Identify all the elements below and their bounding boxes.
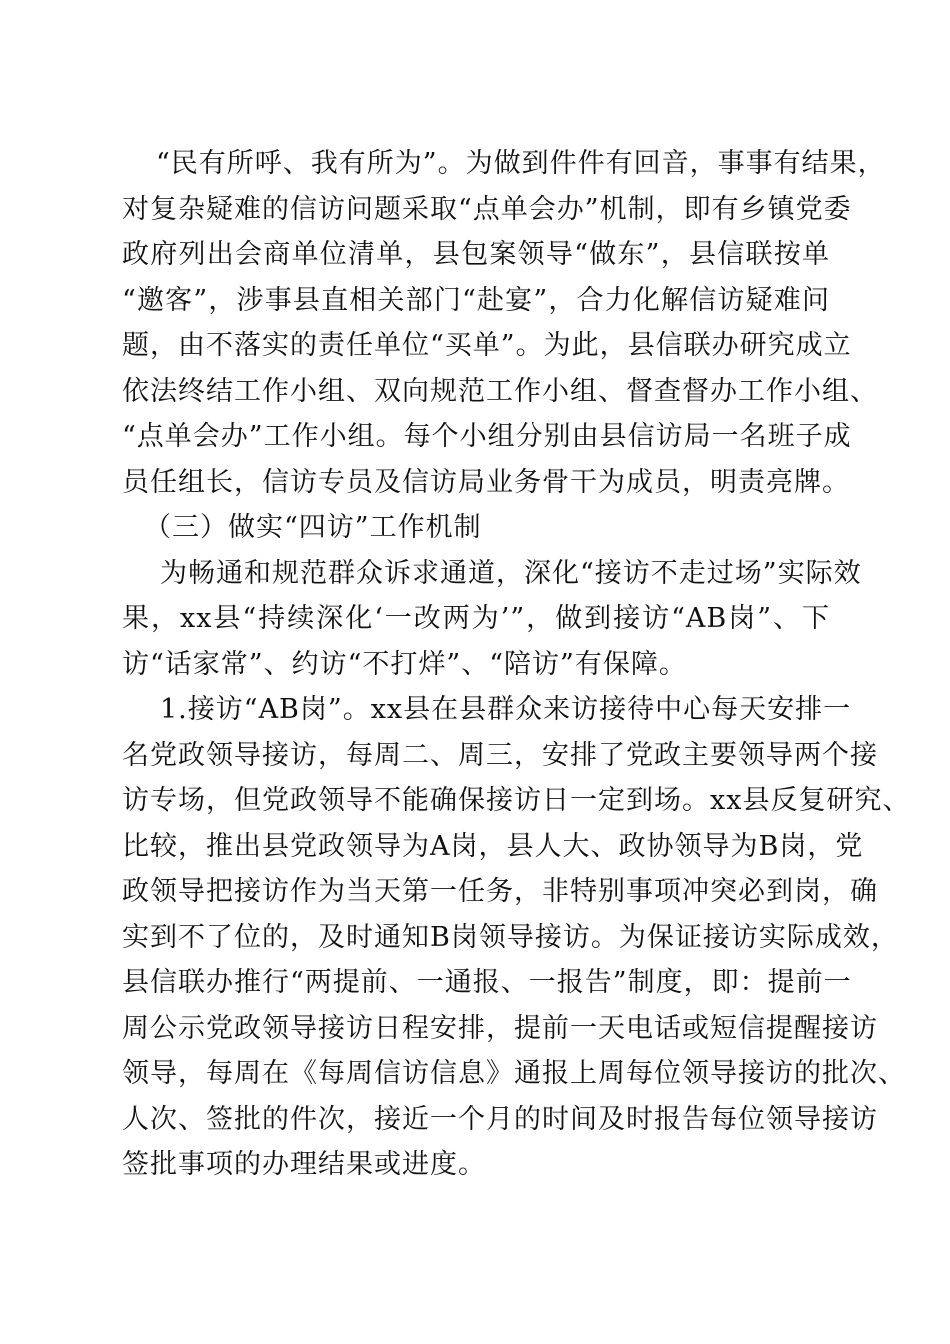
text-line: 领导，每周在《每周信访信息》通报上周每位领导接访的批次、 bbox=[122, 1058, 906, 1089]
text-line: “点单会办”工作小组。每个小组分别由县信访局一名班子成 bbox=[122, 421, 852, 452]
text-line: 访专场，但党政领导不能确保接访日一定到场。xx县反复研究、 bbox=[122, 785, 911, 816]
text-line: 题，由不落实的责任单位“买单”。为此，县信联办研究成立 bbox=[122, 330, 852, 361]
paragraph bbox=[122, 687, 911, 1188]
paragraph bbox=[122, 141, 886, 505]
text-line: 1.接访“AB岗”。xx县在县群众来访接待中心每天安排一 bbox=[160, 694, 852, 725]
text-line: 访“话家常”、约访“不打烊”、“陪访”有保障。 bbox=[122, 648, 687, 680]
text-line: 县信联办推行“两提前、一通报、一报告”制度，即：提前一 bbox=[122, 967, 852, 998]
text-line: 依法终结工作小组、双向规范工作小组、督查督办工作小组、 bbox=[122, 375, 878, 407]
text-line: 政领导把接访作为当天第一任务，非特别事项冲突必到岗，确 bbox=[122, 876, 878, 907]
text-line: “民有所呼、我有所为”。为做到件件有回音，事事有结果， bbox=[156, 148, 886, 179]
text-line: 签批事项的办理结果或进度。 bbox=[122, 1149, 486, 1180]
text-line: 名党政领导接访，每周二、周三，安排了党政主要领导两个接 bbox=[122, 739, 878, 771]
text-line: （三）做实“四访”工作机制 bbox=[144, 512, 482, 543]
text-line: 员任组长，信访专员及信访局业务骨干为成员，明责亮牌。 bbox=[122, 466, 850, 498]
text-line: 对复杂疑难的信访问题采取“点单会办”机制，即有乡镇党委 bbox=[122, 193, 852, 225]
text-line: 果，xx县“持续深化‘一改两为’”，做到接访“AB岗”、下 bbox=[122, 603, 830, 634]
document-page bbox=[122, 141, 911, 1188]
text-line: 为畅通和规范群众诉求通道，深化“接访不走过场”实际效 bbox=[160, 557, 862, 589]
text-line: 人次、签批的件次，接近一个月的时间及时报告每位领导接访 bbox=[122, 1103, 878, 1135]
text-line: 政府列出会商单位清单，县包案领导“做东”，县信联按单 bbox=[122, 239, 830, 270]
section-heading bbox=[122, 505, 830, 551]
text-line: “邀客”，涉事县直相关部门“赴宴”，合力化解信访疑难问 bbox=[122, 284, 830, 316]
paragraph bbox=[122, 551, 862, 688]
text-line: 实到不了位的，及时通知B岗领导接访。为保证接访实际成效， bbox=[122, 921, 899, 953]
text-line: 比较，推出县党政领导为A岗，县人大、政协领导为B岗，党 bbox=[122, 830, 864, 862]
text-line: 周公示党政领导接访日程安排，提前一天电话或短信提醒接访 bbox=[122, 1012, 878, 1044]
